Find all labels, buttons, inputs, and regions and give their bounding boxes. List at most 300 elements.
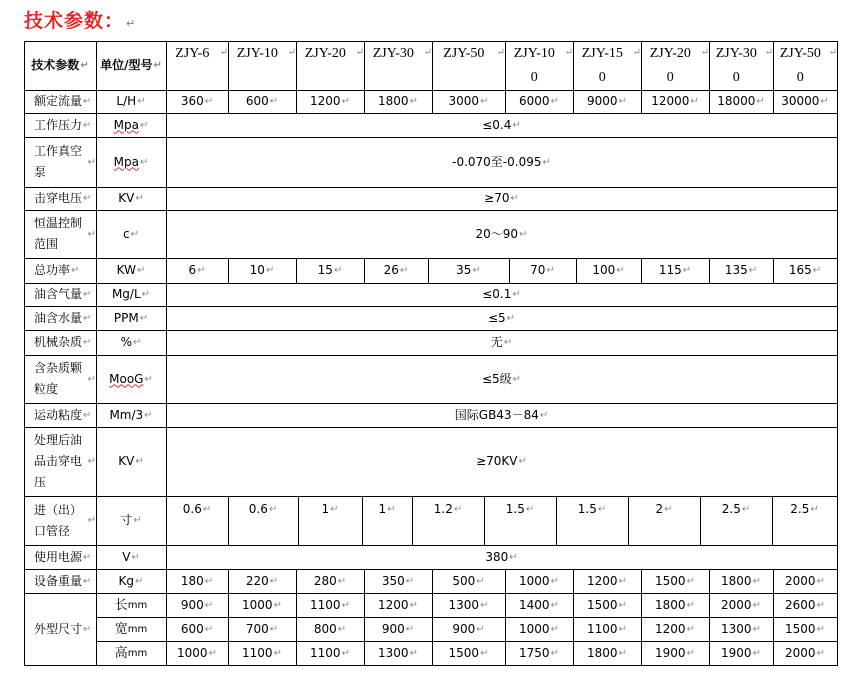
table-col-line xyxy=(296,258,297,283)
paragraph-mark-icon: ↵ xyxy=(812,265,822,276)
value-cell: 1000 ↵ xyxy=(505,617,573,641)
paragraph-mark-icon: ↵ xyxy=(273,599,282,611)
paragraph-mark-icon: ↵ xyxy=(546,265,555,276)
paragraph-mark-icon: ↵ xyxy=(137,96,146,107)
value-cell: 135 ↵ xyxy=(709,258,773,283)
value-cell: 1.2 ↵ xyxy=(412,496,484,545)
row-unit-breakdown: KV ↵ xyxy=(96,187,166,210)
row-label-power: 总功率 ↵ xyxy=(24,258,96,283)
row-label-flow: 额定流量 ↵ xyxy=(24,90,96,113)
table-col-line xyxy=(641,593,642,665)
paragraph-mark-icon: ↵ xyxy=(686,623,695,635)
value-cell: 280 ↵ xyxy=(296,569,364,593)
table-divider xyxy=(96,41,97,666)
table-col-line xyxy=(773,258,774,283)
value-cell: 30000 ↵ xyxy=(773,90,837,113)
paragraph-mark-icon: ↵ xyxy=(476,575,485,587)
table-row-line xyxy=(24,569,838,570)
row-unit-viscosity: Mm/3 ↵ xyxy=(96,403,166,427)
value-cell: 1200 ↵ xyxy=(573,569,641,593)
value-cell: 900 ↵ xyxy=(432,617,505,641)
value-cell: 1300 ↵ xyxy=(364,641,432,665)
paragraph-mark-icon: ↵ xyxy=(268,504,278,515)
table-row-line xyxy=(24,113,838,114)
paragraph-mark-icon: ↵ xyxy=(330,504,339,515)
paragraph-mark-icon: ↵ xyxy=(752,575,761,587)
table-col-line xyxy=(556,496,557,545)
paragraph-mark-icon: ↵ xyxy=(87,373,96,385)
paragraph-mark-icon: ↵ xyxy=(405,575,415,587)
paragraph-mark-icon: ↵ xyxy=(542,156,551,168)
paragraph-mark-icon: ↵ xyxy=(686,575,695,587)
paragraph-mark-icon: ↵ xyxy=(423,47,432,58)
table-col-line xyxy=(364,90,365,113)
paragraph-mark-icon: ↵ xyxy=(153,60,162,71)
value-cell: 1400 ↵ xyxy=(505,593,573,617)
value-cell: 1000 ↵ xyxy=(505,569,573,593)
value-cell: 3000 ↵ xyxy=(432,90,505,113)
value-cell: 700 ↵ xyxy=(228,617,296,641)
model-header: ZJY-50 ↵ xyxy=(432,41,505,90)
table-col-line xyxy=(573,593,574,665)
table-col-line xyxy=(709,90,710,113)
row-unit-power: KW ↵ xyxy=(96,258,166,283)
paragraph-mark-icon: ↵ xyxy=(828,47,837,58)
row-unit-flow: L/H ↵ xyxy=(96,90,166,113)
table-col-line xyxy=(296,90,297,113)
table-row-line xyxy=(24,427,838,428)
value-cell: 500 ↵ xyxy=(432,569,505,593)
paragraph-mark-icon: ↵ xyxy=(752,647,761,659)
value-cell: 2000 ↵ xyxy=(773,641,837,665)
header-param: 技术参数 ↵ xyxy=(24,41,96,90)
paragraph-mark-icon: ↵ xyxy=(686,599,695,611)
table-col-line xyxy=(641,569,642,593)
paragraph-mark-icon: ↵ xyxy=(287,47,296,58)
paragraph-mark-icon: ↵ xyxy=(337,575,347,587)
value-cell: 1100 ↵ xyxy=(228,641,296,665)
paragraph-mark-icon: ↵ xyxy=(509,551,518,563)
paragraph-mark-icon: ↵ xyxy=(816,575,825,587)
value-cell: 350 ↵ xyxy=(364,569,432,593)
table-row-line xyxy=(24,496,838,497)
value-cell: 600 ↵ xyxy=(166,617,228,641)
row-value-water: ≤5 ↵ xyxy=(166,306,837,330)
paragraph-mark-icon: ↵ xyxy=(618,96,627,107)
table-border-left xyxy=(24,41,25,666)
row-value-temp: 20～90 ↵ xyxy=(166,210,837,258)
table-col-line xyxy=(428,258,429,283)
table-col-line xyxy=(576,258,577,283)
paragraph-mark-icon: ↵ xyxy=(525,504,535,515)
paragraph-mark-icon: ↵ xyxy=(756,96,765,107)
table-col-line xyxy=(484,496,485,545)
paragraph-mark-icon: ↵ xyxy=(133,337,142,348)
table-col-line xyxy=(432,593,433,665)
value-cell: 12000 ↵ xyxy=(641,90,709,113)
paragraph-mark-icon: ↵ xyxy=(87,515,96,526)
row-value-impurity: 无 ↵ xyxy=(166,330,837,355)
dimension-label: 长 mm xyxy=(114,597,148,613)
row-unit-vacuum: Mpa ↵ xyxy=(96,137,166,187)
row-label-pipe: 进（出）口管径 ↵ xyxy=(34,502,96,538)
table-col-line xyxy=(628,496,629,545)
paragraph-mark-icon: ↵ xyxy=(269,575,279,587)
table-row-line xyxy=(96,641,838,642)
paragraph-mark-icon: ↵ xyxy=(550,623,559,635)
paragraph-mark-icon: ↵ xyxy=(820,96,829,107)
paragraph-mark-icon: ↵ xyxy=(748,265,758,276)
table-col-line xyxy=(573,90,574,113)
paragraph-mark-icon: ↵ xyxy=(616,265,625,276)
table-row-line xyxy=(24,306,838,307)
row-unit-treated: KV ↵ xyxy=(96,427,166,496)
paragraph-mark-icon: ↵ xyxy=(141,289,151,300)
row-unit-water: PPM ↵ xyxy=(96,306,166,330)
paragraph-mark-icon: ↵ xyxy=(144,373,153,385)
table-col-line xyxy=(641,90,642,113)
row-label-pressure: 工作压力 ↵ xyxy=(24,113,96,137)
value-cell: 2.5 ↵ xyxy=(772,496,837,545)
paragraph-mark-icon: ↵ xyxy=(136,265,146,276)
table-row-line xyxy=(24,41,838,42)
paragraph-mark-icon: ↵ xyxy=(273,647,282,659)
row-label-water: 油含水量 ↵ xyxy=(24,306,96,330)
paragraph-mark-icon: ↵ xyxy=(741,504,751,515)
table-col-line xyxy=(505,569,506,593)
paragraph-mark-icon: ↵ xyxy=(632,47,641,58)
table-row-line xyxy=(24,355,838,356)
row-unit-particle: MooG ↵ xyxy=(96,355,166,403)
table-row-line xyxy=(24,258,838,259)
table-col-line xyxy=(364,593,365,665)
value-cell: 1000 ↵ xyxy=(228,593,296,617)
table-col-line xyxy=(773,41,774,90)
paragraph-mark-icon: ↵ xyxy=(409,96,418,107)
table-col-line xyxy=(298,496,299,545)
value-cell: 1800 ↵ xyxy=(573,641,641,665)
paragraph-mark-icon: ↵ xyxy=(496,47,505,58)
paragraph-mark-icon: ↵ xyxy=(690,96,699,107)
row-value-treated: ≥70KV ↵ xyxy=(166,427,837,496)
paragraph-mark-icon: ↵ xyxy=(539,409,549,421)
row-value-breakdown: ≥70 ↵ xyxy=(166,187,837,210)
value-cell: 1500 ↵ xyxy=(573,593,641,617)
value-cell: 1200 ↵ xyxy=(296,90,364,113)
row-unit-gas: Mg/L ↵ xyxy=(96,283,166,306)
paragraph-mark-icon: ↵ xyxy=(816,599,825,611)
table-col-line xyxy=(773,593,774,665)
table-col-line xyxy=(296,569,297,593)
value-cell: 70 ↵ xyxy=(509,258,576,283)
table-col-line xyxy=(228,593,229,665)
value-cell: 6000 ↵ xyxy=(505,90,573,113)
table-col-line xyxy=(296,593,297,665)
paragraph-mark-icon: ↵ xyxy=(139,156,149,168)
row-label-supply: 使用电源 ↵ xyxy=(24,545,96,569)
value-cell: 1.5 ↵ xyxy=(556,496,628,545)
paragraph-mark-icon: ↵ xyxy=(810,504,819,515)
paragraph-mark-icon: ↵ xyxy=(387,504,396,515)
table-col-line xyxy=(228,90,229,113)
value-cell: 1000 ↵ xyxy=(166,641,228,665)
paragraph-mark-icon: ↵ xyxy=(83,551,92,563)
model-header: ZJY-20 ↵ xyxy=(296,41,364,90)
table-col-line xyxy=(296,41,297,90)
row-label-treated: 处理后油品击穿电压 ↵ xyxy=(34,433,96,489)
paragraph-mark-icon: ↵ xyxy=(550,647,559,659)
paragraph-mark-icon: ↵ xyxy=(204,96,214,107)
value-cell: 6 ↵ xyxy=(166,258,228,283)
row-unit-pipe: 寸 ↵ xyxy=(96,496,166,545)
value-cell: 220 ↵ xyxy=(228,569,296,593)
row-label-vacuum: 工作真空泵 ↵ xyxy=(34,144,96,179)
dimension-label: 宽 mm xyxy=(114,621,148,637)
paragraph-mark-icon: ↵ xyxy=(139,312,149,324)
table-col-line xyxy=(362,496,363,545)
table-col-line xyxy=(228,496,229,545)
paragraph-mark-icon: ↵ xyxy=(341,96,350,107)
table-row-line xyxy=(24,545,838,546)
value-cell: 1100 ↵ xyxy=(296,593,364,617)
value-cell: 2000 ↵ xyxy=(773,569,837,593)
row-value-supply: 380 ↵ xyxy=(166,545,837,569)
paragraph-mark-icon: ↵ xyxy=(204,599,214,611)
paragraph-mark-icon: ↵ xyxy=(130,228,139,240)
value-cell: 1 ↵ xyxy=(362,496,412,545)
paragraph-mark-icon: ↵ xyxy=(135,193,144,204)
value-cell: 1200 ↵ xyxy=(364,593,432,617)
paragraph-mark-icon: ↵ xyxy=(208,647,217,659)
value-cell: 9000 ↵ xyxy=(573,90,641,113)
row-value-viscosity: 国际GB43－84 ↵ xyxy=(166,403,837,427)
paragraph-mark-icon: ↵ xyxy=(71,265,80,276)
paragraph-mark-icon: ↵ xyxy=(144,409,153,421)
table-col-line xyxy=(364,258,365,283)
table-col-line xyxy=(573,569,574,593)
paragraph-mark-icon: ↵ xyxy=(131,551,140,563)
value-cell: 2600 ↵ xyxy=(773,593,837,617)
row-label-breakdown: 击穿电压 ↵ xyxy=(24,187,96,210)
value-cell: 360 ↵ xyxy=(166,90,228,113)
value-cell: 180 ↵ xyxy=(166,569,228,593)
value-cell: 100 ↵ xyxy=(576,258,641,283)
paragraph-mark-icon: ↵ xyxy=(341,647,350,659)
paragraph-mark-icon: ↵ xyxy=(476,623,485,635)
paragraph-mark-icon: ↵ xyxy=(618,575,627,587)
table-col-line xyxy=(709,569,710,593)
table-col-line xyxy=(773,90,774,113)
row-unit-impurity: % ↵ xyxy=(96,330,166,355)
table-col-line xyxy=(773,569,774,593)
paragraph-mark-icon: ↵ xyxy=(341,599,350,611)
paragraph-mark-icon: ↵ xyxy=(518,456,527,467)
value-cell: 1900 ↵ xyxy=(709,641,773,665)
header-unit: 单位/型号 ↵ xyxy=(96,41,166,90)
paragraph-mark-icon: ↵ xyxy=(618,623,627,635)
table-col-line xyxy=(412,496,413,545)
paragraph-mark-icon: ↵ xyxy=(405,623,415,635)
paragraph-mark-icon: ↵ xyxy=(453,504,463,515)
paragraph-mark-icon: ↵ xyxy=(550,96,559,107)
value-cell: 1500 ↵ xyxy=(432,641,505,665)
table-divider xyxy=(166,41,167,666)
paragraph-mark-icon: ↵ xyxy=(83,119,92,131)
paragraph-mark-icon: ↵ xyxy=(202,504,212,515)
table-col-line xyxy=(432,90,433,113)
table-col-line xyxy=(505,593,506,665)
row-label-viscosity: 运动粘度 ↵ xyxy=(24,403,96,427)
model-header: ZJY-6 ↵ xyxy=(166,41,228,90)
value-cell: 1.5 ↵ xyxy=(484,496,556,545)
value-cell: 1100 ↵ xyxy=(573,617,641,641)
dimension-label: 高 mm xyxy=(114,645,148,661)
paragraph-mark-icon: ↵ xyxy=(550,575,559,587)
table-col-line xyxy=(228,258,229,283)
paragraph-mark-icon: ↵ xyxy=(686,647,695,659)
paragraph-mark-icon: ↵ xyxy=(269,96,279,107)
paragraph-mark-icon: ↵ xyxy=(87,228,96,240)
model-header: ZJY-30 ↵ xyxy=(364,41,432,90)
page-title: 技术参数： ↵ xyxy=(24,10,137,32)
table-row-line xyxy=(24,330,838,331)
paragraph-mark-icon: ↵ xyxy=(480,647,489,659)
paragraph-mark-icon: ↵ xyxy=(512,119,521,131)
table-row-line xyxy=(24,210,838,211)
paragraph-mark-icon: ↵ xyxy=(752,623,761,635)
paragraph-mark-icon: ↵ xyxy=(512,289,521,300)
paragraph-mark-icon: ↵ xyxy=(333,265,343,276)
paragraph-mark-icon: ↵ xyxy=(83,193,92,204)
value-cell: 900 ↵ xyxy=(364,617,432,641)
table-col-line xyxy=(228,569,229,593)
table-row-line xyxy=(24,593,838,594)
table-col-line xyxy=(432,569,433,593)
paragraph-mark-icon: ↵ xyxy=(618,599,627,611)
paragraph-mark-icon: ↵ xyxy=(816,647,825,659)
table-row-line xyxy=(24,137,838,138)
row-label-size: 外型尺寸 ↵ xyxy=(24,593,96,665)
row-value-particle: ≤5级 ↵ xyxy=(166,355,837,403)
row-unit-temp: c ↵ xyxy=(96,210,166,258)
paragraph-mark-icon: ↵ xyxy=(83,96,92,107)
paragraph-mark-icon: ↵ xyxy=(197,265,206,276)
table-row-line xyxy=(24,665,838,666)
value-cell: 18000 ↵ xyxy=(709,90,773,113)
paragraph-mark-icon: ↵ xyxy=(512,373,522,385)
row-value-gas: ≤0.1 ↵ xyxy=(166,283,837,306)
paragraph-mark-icon: ↵ xyxy=(204,575,214,587)
row-unit-pressure: Mpa ↵ xyxy=(96,113,166,137)
value-cell: 1800 ↵ xyxy=(709,569,773,593)
table-col-line xyxy=(505,41,506,90)
table-row-line xyxy=(96,617,838,618)
table-col-line xyxy=(228,41,229,90)
row-unit-supply: V ↵ xyxy=(96,545,166,569)
table-col-line xyxy=(364,569,365,593)
model-header: ZJY-10 0 ↵ xyxy=(505,41,573,90)
paragraph-mark-icon: ↵ xyxy=(764,47,773,58)
value-cell: 1500 ↵ xyxy=(773,617,837,641)
paragraph-mark-icon: ↵ xyxy=(83,337,92,348)
value-cell: 900 ↵ xyxy=(166,593,228,617)
model-header: ZJY-50 0 ↵ xyxy=(773,41,837,90)
table-row-line xyxy=(24,283,838,284)
row-label-impurity: 机械杂质 ↵ xyxy=(24,330,96,355)
model-header: ZJY-15 0 ↵ xyxy=(573,41,641,90)
value-cell: 1300 ↵ xyxy=(709,617,773,641)
paragraph-mark-icon: ↵ xyxy=(83,312,92,324)
value-cell: 115 ↵ xyxy=(641,258,709,283)
paragraph-mark-icon: ↵ xyxy=(135,456,144,467)
value-cell: 1300 ↵ xyxy=(432,593,505,617)
paragraph-mark-icon: ↵ xyxy=(133,515,142,526)
paragraph-mark-icon: ↵ xyxy=(83,289,92,300)
paragraph-mark-icon: ↵ xyxy=(550,599,559,611)
table-col-line xyxy=(432,41,433,90)
value-cell: 2000 ↵ xyxy=(709,593,773,617)
value-cell: 10 ↵ xyxy=(228,258,296,283)
row-label-particle: 含杂质颗粒度 ↵ xyxy=(34,361,96,396)
table-col-line xyxy=(364,41,365,90)
paragraph-mark-icon: ↵ xyxy=(664,504,673,515)
table-row-line xyxy=(24,403,838,404)
table-col-line xyxy=(641,258,642,283)
value-cell: 15 ↵ xyxy=(296,258,364,283)
model-header: ZJY-20 0 ↵ xyxy=(641,41,709,90)
paragraph-mark-icon: ↵ xyxy=(265,265,275,276)
value-cell: 600 ↵ xyxy=(228,90,296,113)
paragraph-mark-icon: ↵ xyxy=(83,575,92,587)
table-col-line xyxy=(709,258,710,283)
row-label-gas: 油含气量 ↵ xyxy=(24,283,96,306)
value-cell: 800 ↵ xyxy=(296,617,364,641)
value-cell: 26 ↵ xyxy=(364,258,428,283)
row-unit-weight: Kg ↵ xyxy=(96,569,166,593)
value-cell: 165 ↵ xyxy=(773,258,837,283)
paragraph-mark-icon: ↵ xyxy=(506,312,516,324)
table-col-line xyxy=(641,41,642,90)
table-col-line xyxy=(509,258,510,283)
value-cell: 1900 ↵ xyxy=(641,641,709,665)
paragraph-mark-icon: ↵ xyxy=(399,265,409,276)
value-cell: 1750 ↵ xyxy=(505,641,573,665)
paragraph-mark-icon: ↵ xyxy=(87,156,96,168)
paragraph-mark-icon: ↵ xyxy=(135,575,144,587)
model-header: ZJY-10 ↵ xyxy=(228,41,296,90)
table-col-line xyxy=(505,90,506,113)
paragraph-mark-icon: ↵ xyxy=(87,456,96,467)
value-cell: 1800 ↵ xyxy=(641,593,709,617)
paragraph-mark-icon: ↵ xyxy=(139,119,149,131)
table-col-line xyxy=(709,41,710,90)
table-row-line xyxy=(24,90,838,91)
paragraph-mark-icon: ↵ xyxy=(618,647,627,659)
value-cell: 2.5 ↵ xyxy=(700,496,772,545)
paragraph-mark-icon: ↵ xyxy=(269,623,279,635)
row-value-vacuum: -0.070至-0.095 ↵ xyxy=(166,137,837,187)
value-cell: 35 ↵ xyxy=(428,258,509,283)
paragraph-mark-icon: ↵ xyxy=(409,599,418,611)
table-row-line xyxy=(24,187,838,188)
paragraph-mark-icon: ↵ xyxy=(472,265,481,276)
value-cell: 2 ↵ xyxy=(628,496,700,545)
paragraph-mark-icon: ↵ xyxy=(80,60,89,71)
row-label-temp: 恒温控制范围 ↵ xyxy=(34,216,96,251)
row-label-weight: 设备重量 ↵ xyxy=(24,569,96,593)
model-header: ZJY-30 0 ↵ xyxy=(709,41,773,90)
paragraph-mark-icon: ↵ xyxy=(409,647,418,659)
